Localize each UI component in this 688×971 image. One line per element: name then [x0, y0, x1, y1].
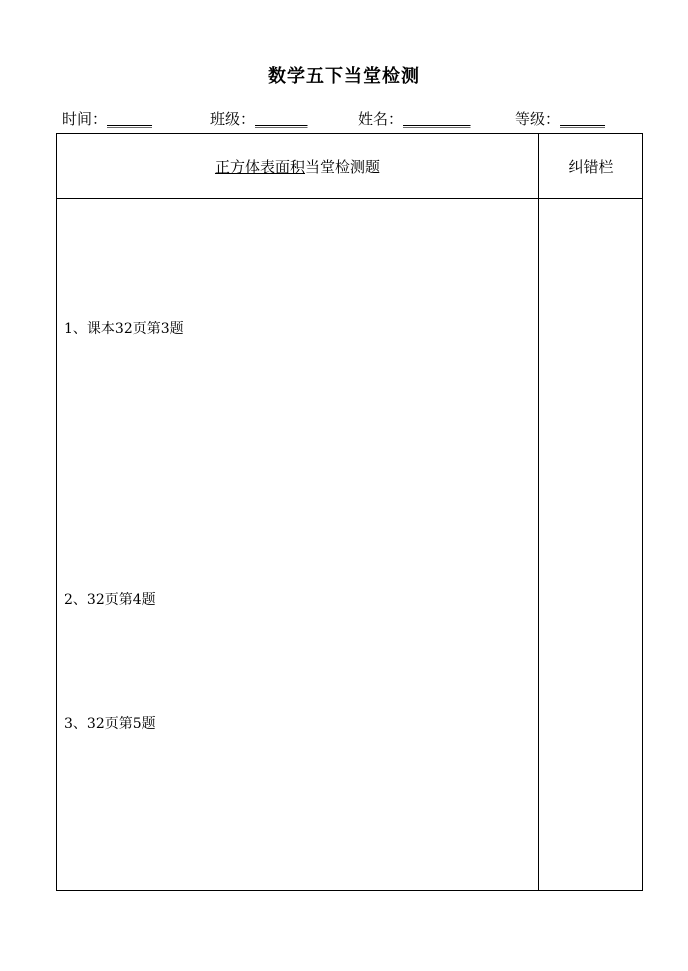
- class-label: 班级：: [210, 110, 256, 128]
- time-blank[interactable]: ______: [107, 110, 153, 128]
- table-heading: [57, 156, 538, 177]
- class-field[interactable]: [210, 108, 308, 129]
- heading-topic: 正方体表面积: [214, 158, 305, 176]
- column-divider: [538, 134, 539, 890]
- name-blank[interactable]: _________: [403, 110, 471, 128]
- time-label: 时间：: [62, 110, 108, 128]
- header-divider: [57, 198, 642, 199]
- page-title: 数学五下当堂检测: [268, 66, 420, 87]
- question-1: 1、课本32页第3题: [64, 321, 184, 337]
- time-field[interactable]: [62, 108, 152, 129]
- heading-suffix: 当堂检测题: [305, 158, 381, 176]
- worksheet-table: [56, 133, 643, 891]
- grade-label: 等级：: [515, 110, 561, 128]
- grade-field[interactable]: [515, 108, 605, 129]
- question-2: 2、32页第4题: [64, 592, 156, 608]
- name-label: 姓名：: [358, 110, 404, 128]
- correction-column-header: 纠错栏: [568, 158, 614, 176]
- class-blank[interactable]: _______: [255, 110, 308, 128]
- grade-blank[interactable]: ______: [560, 110, 606, 128]
- name-field[interactable]: [358, 108, 471, 129]
- question-3: 3、32页第5题: [64, 716, 156, 732]
